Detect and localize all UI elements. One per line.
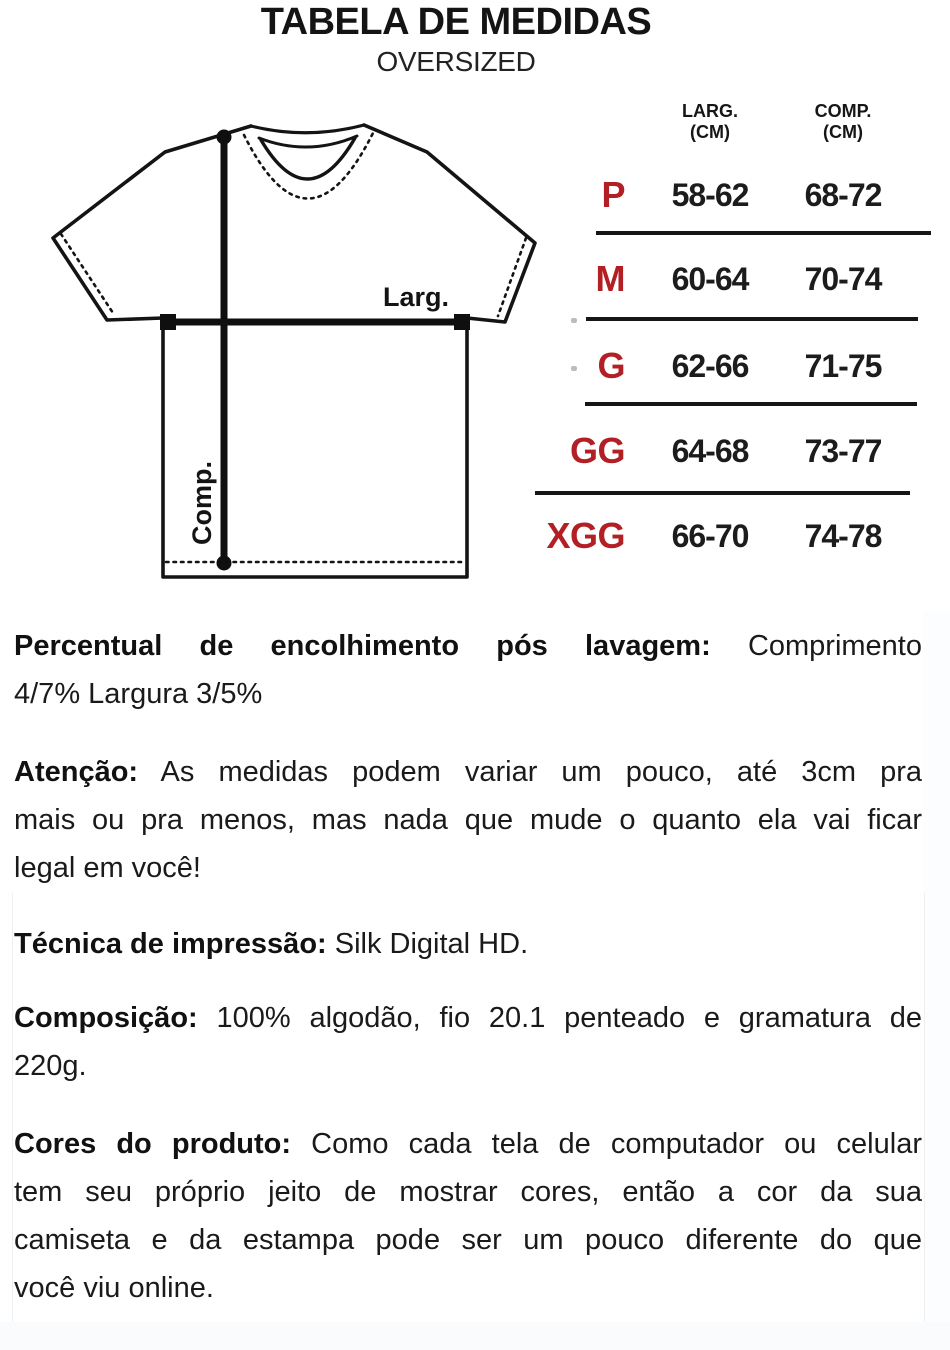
- size-label: G: [597, 345, 625, 386]
- paragraph-label: Composição:: [14, 1002, 198, 1034]
- width-label: Larg.: [382, 282, 450, 312]
- column-header-length-unit: (CM): [823, 122, 863, 142]
- row-separator: [586, 317, 918, 321]
- width-value: 64-68: [671, 433, 749, 469]
- paragraph-line: [14, 748, 922, 796]
- table-row-g: [500, 344, 930, 388]
- paragraph-line: [14, 1264, 922, 1312]
- page-subtitle: OVERSIZED: [376, 46, 536, 77]
- table-row-p: [500, 173, 930, 217]
- length-measure-bottom-dot: [217, 556, 232, 571]
- paragraph-text: Comprimento: [747, 630, 922, 662]
- size-label: XGG: [546, 515, 625, 556]
- size-label: P: [601, 174, 625, 215]
- paragraph-line: [14, 796, 922, 844]
- table-row-gg: [500, 429, 930, 473]
- length-value: 68-72: [804, 177, 882, 213]
- paragraph-label: Cores do produto:: [14, 1128, 292, 1160]
- paragraph-line: [14, 1216, 922, 1264]
- length-value: 70-74: [804, 261, 882, 297]
- paragraph-line: [14, 1042, 922, 1090]
- scan-artifact-dot: [571, 366, 577, 371]
- width-value: 66-70: [671, 518, 749, 554]
- tshirt-diagram: [35, 95, 580, 595]
- scan-artifact-dot: [571, 318, 577, 323]
- page-background-strip-right: [923, 612, 950, 1322]
- paragraph-text: As medidas podem variar um pouco, até 3cm pra: [160, 756, 923, 788]
- paragraph-text: Silk Digital HD.: [334, 928, 529, 960]
- paragraph-line: [14, 844, 922, 892]
- paragraph-text: 220g.: [14, 1050, 87, 1082]
- tshirt-outline: [53, 125, 535, 577]
- table-row-xgg: [500, 514, 930, 558]
- width-measure-left-cap: [160, 314, 176, 330]
- paragraph-text: mais ou pra menos, mas nada que mude o quanto ela vai ficar: [14, 804, 922, 836]
- paragraph-printing-technique: [14, 920, 922, 968]
- paragraph-label: Percentual de encolhimento pós lavagem:: [14, 630, 711, 662]
- width-value: 60-64: [671, 261, 749, 297]
- length-value: 73-77: [804, 433, 882, 469]
- length-label: Comp.: [187, 461, 217, 545]
- width-value: 62-66: [671, 348, 749, 384]
- paragraph-shrinkage: [14, 622, 922, 718]
- size-label: GG: [569, 430, 625, 471]
- length-measure-top-dot: [217, 130, 232, 145]
- page-background-strip-bottom: [0, 1322, 950, 1350]
- column-header-width: [640, 101, 780, 143]
- paragraph-text: Como cada tela de computador ou celular: [311, 1128, 922, 1160]
- paragraph-attention: [14, 748, 922, 892]
- paragraph-text: 100% algodão, fio 20.1 penteado e gramatura de: [216, 1002, 922, 1034]
- page-title: TABELA DE MEDIDAS: [260, 1, 652, 43]
- paragraph-line: [14, 622, 922, 670]
- column-header-length-label: COMP.: [814, 101, 872, 121]
- width-measure-right-cap: [454, 314, 470, 330]
- paragraph-label: Atenção:: [14, 756, 139, 788]
- paragraph-text: camiseta e da estampa pode ser um pouco diferente do que: [14, 1224, 922, 1256]
- product-copy: [14, 622, 922, 1312]
- collar-back-line: [251, 125, 364, 133]
- row-separator: [535, 491, 910, 495]
- paragraph-line: [14, 1120, 922, 1168]
- paragraph-text: legal em você!: [14, 852, 201, 884]
- length-value: 71-75: [804, 348, 882, 384]
- paragraph-composition: [14, 994, 922, 1090]
- paragraph-line: [14, 1168, 922, 1216]
- column-header-length: [773, 101, 913, 143]
- row-separator: [596, 231, 931, 235]
- size-label: M: [595, 258, 625, 299]
- row-separator: [585, 402, 917, 406]
- width-value: 58-62: [671, 177, 749, 213]
- length-value: 74-78: [804, 518, 882, 554]
- paragraph-product-colors: [14, 1120, 922, 1312]
- column-header-width-label: LARG.: [682, 101, 738, 121]
- column-header-width-unit: (CM): [690, 122, 730, 142]
- paragraph-text: 4/7% Largura 3/5%: [14, 678, 263, 710]
- paragraph-line: [14, 994, 922, 1042]
- collar-band-seam: [259, 136, 357, 147]
- paragraph-line: [14, 920, 922, 968]
- left-sleeve-stitch-dotted: [61, 234, 113, 313]
- paragraph-text: tem seu próprio jeito de mostrar cores, então a cor da sua: [14, 1176, 922, 1208]
- paragraph-label: Técnica de impressão:: [14, 928, 327, 960]
- paragraph-text: você viu online.: [14, 1272, 214, 1304]
- paragraph-line: [14, 670, 922, 718]
- table-row-m: [500, 257, 930, 301]
